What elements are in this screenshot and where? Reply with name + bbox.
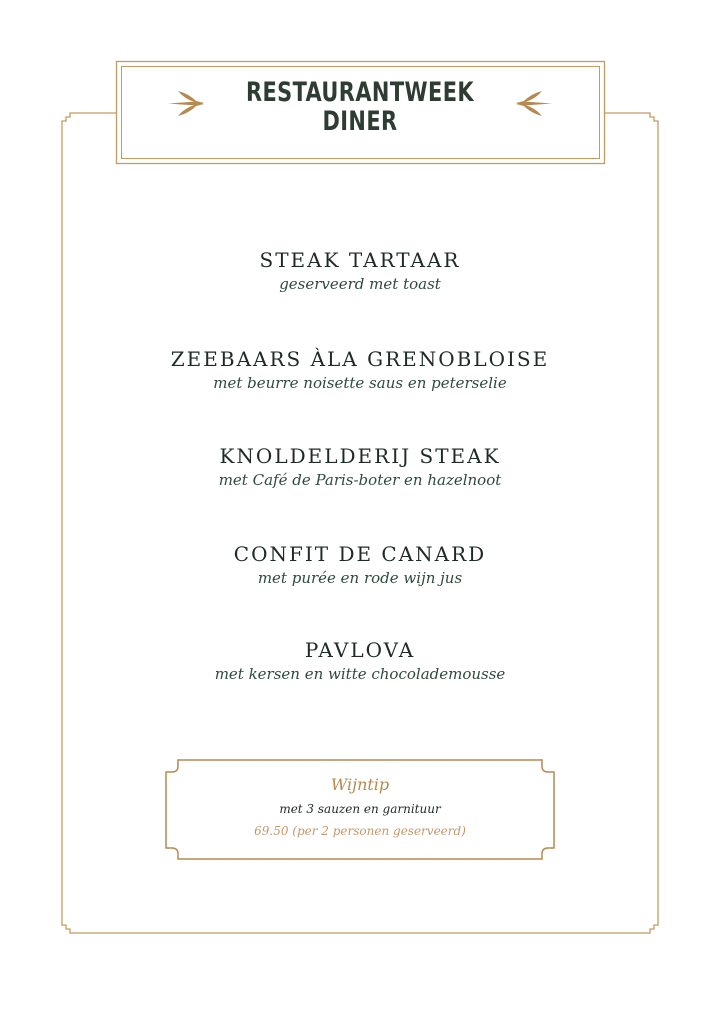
course-item (60, 347, 660, 393)
course-name: PAVLOVA (304, 638, 416, 662)
title-line-1: RESTAURANTWEEK (245, 77, 475, 108)
right-ornament-icon (516, 91, 552, 116)
course-description: met Café de Paris-boter en hazelnoot (218, 471, 502, 489)
course-name: STEAK TARTAAR (259, 248, 461, 272)
course-description: met kersen en witte chocolademousse (214, 665, 506, 683)
course-description: met purée en rode wijn jus (257, 569, 463, 587)
course-item (60, 248, 660, 294)
course-name: ZEEBAARS ÀLA GRENOBLOISE (170, 347, 550, 371)
wine-tip-title: Wijntip (330, 775, 390, 794)
course-description: geserveerd met toast (279, 275, 441, 293)
course-name: CONFIT DE CANARD (233, 542, 487, 566)
course-description: met beurre noisette saus en peterselie (213, 374, 507, 392)
left-ornament-icon (168, 91, 204, 116)
wine-tip-price: 69.50 (per 2 personen geserveerd) (254, 824, 466, 838)
title-line-2: DINER (322, 106, 398, 137)
course-item (60, 638, 660, 684)
course-item (60, 444, 660, 490)
wine-tip-line: met 3 sauzen en garnituur (279, 802, 441, 816)
course-name: KNOLDELDERIJ STEAK (219, 444, 501, 468)
course-item (60, 542, 660, 588)
page-title (218, 78, 502, 136)
